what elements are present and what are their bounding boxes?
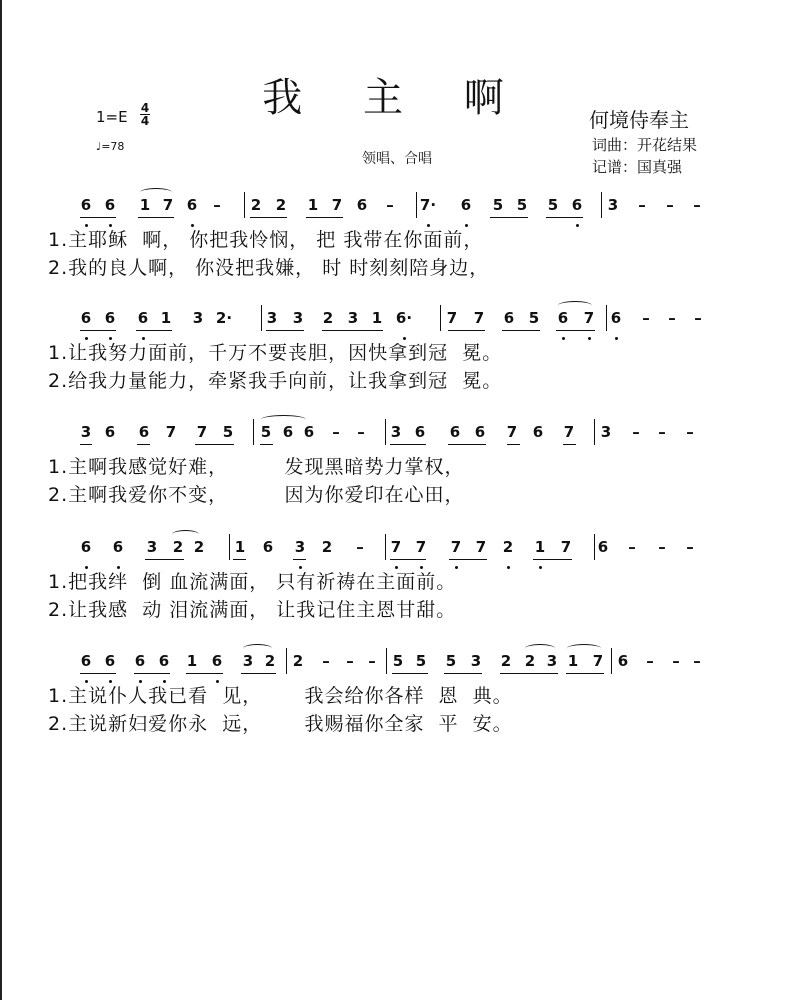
duration-underline — [134, 673, 170, 674]
note: 6 — [282, 423, 294, 441]
note: 7 — [592, 652, 604, 670]
note: 5 — [392, 652, 404, 670]
sustain-dash: – — [666, 196, 674, 214]
note: 6 — [610, 309, 622, 327]
duration-underline — [507, 444, 520, 445]
duration-underline — [533, 559, 572, 560]
note: 7 — [165, 423, 177, 441]
note: 6 — [138, 423, 150, 441]
note: 3 — [347, 309, 359, 327]
note: 7 — [196, 423, 208, 441]
duration-underline — [195, 444, 234, 445]
page-left-border — [0, 0, 2, 1000]
barline — [594, 419, 595, 445]
duration-underline — [145, 559, 184, 560]
barline — [594, 534, 595, 560]
note: 2 — [524, 652, 536, 670]
note: 6 — [262, 538, 274, 556]
barline — [261, 305, 262, 331]
note: 3 — [600, 423, 612, 441]
arranger-credit: 记谱：国真强 — [592, 158, 683, 176]
sustain-dash: – — [686, 538, 694, 556]
note: 1 — [307, 196, 319, 214]
lyric-verse-1: 1.主啊我感觉好难， 发现黑暗势力掌权， — [48, 456, 465, 478]
sustain-dash: – — [213, 196, 221, 214]
time-signature — [140, 102, 150, 127]
note: 5 — [547, 196, 559, 214]
note: 7 — [563, 423, 575, 441]
sustain-dash: – — [642, 309, 650, 327]
duration-underline — [293, 559, 306, 560]
duration-underline — [448, 330, 485, 331]
barline — [601, 192, 602, 218]
vocal-parts: 领唱、合唱 — [362, 151, 432, 167]
note: 6 — [134, 652, 146, 670]
low-octave-dot — [615, 337, 618, 340]
note: 3 — [292, 309, 304, 327]
duration-underline — [444, 673, 482, 674]
sustain-dash: – — [686, 423, 694, 441]
note: 5 — [445, 652, 457, 670]
duration-underline — [241, 673, 276, 674]
note: 7 — [162, 196, 174, 214]
note: 3 — [80, 423, 92, 441]
tempo-marking: ♩=78 — [96, 140, 125, 153]
note: 3 — [192, 309, 204, 327]
note: 6 — [571, 196, 583, 214]
note: 7 — [415, 538, 427, 556]
note: 3 — [242, 652, 254, 670]
lyric-verse-1: 1.主说仆人我已看 见， 我会给你各样 恩 典。 — [48, 685, 513, 707]
note: 6· — [395, 309, 413, 327]
sustain-dash: – — [646, 652, 654, 670]
duration-underline — [390, 444, 426, 445]
note: 6 — [104, 652, 116, 670]
sustain-dash: – — [632, 423, 640, 441]
barline — [286, 648, 287, 674]
note: 6 — [137, 309, 149, 327]
duration-underline — [260, 444, 273, 445]
note: 6 — [356, 196, 368, 214]
lyric-verse-2: 2.主说新妇爱你永 远， 我赐福你全家 平 安。 — [48, 713, 513, 735]
time-signature-top: 4 — [140, 101, 150, 115]
note: 6 — [557, 309, 569, 327]
sustain-dash: – — [386, 196, 394, 214]
note: 6 — [186, 196, 198, 214]
sustain-dash: – — [357, 423, 365, 441]
duration-underline — [563, 444, 576, 445]
barline — [440, 305, 441, 331]
note: 2 — [193, 538, 205, 556]
note: 1 — [160, 309, 172, 327]
note: 2 — [250, 196, 262, 214]
sustain-dash: – — [668, 309, 676, 327]
sustain-dash: – — [628, 538, 636, 556]
note: 1 — [567, 652, 579, 670]
note: 1 — [186, 652, 198, 670]
barline — [253, 419, 254, 445]
note: 7· — [419, 196, 437, 214]
note: 5 — [528, 309, 540, 327]
lyric-verse-1: 1.主耶稣 啊， 你把我怜悯， 把 我带在你面前， — [48, 229, 484, 251]
note: 7 — [331, 196, 343, 214]
note: 7 — [583, 309, 595, 327]
tie-slur — [243, 644, 272, 653]
barline — [386, 648, 387, 674]
note: 6 — [80, 196, 92, 214]
duration-underline — [80, 330, 116, 331]
note: 3 — [607, 196, 619, 214]
note: 6 — [532, 423, 544, 441]
duration-underline — [80, 673, 116, 674]
notation-row — [0, 188, 788, 228]
notation-row — [0, 415, 788, 455]
low-octave-dot — [507, 566, 510, 569]
key-signature: 1=E — [96, 108, 128, 126]
note: 7 — [446, 309, 458, 327]
note: 6 — [104, 196, 116, 214]
sustain-dash: – — [694, 309, 702, 327]
note: 6 — [474, 423, 486, 441]
note: 1 — [534, 538, 546, 556]
note: 6 — [597, 538, 609, 556]
sustain-dash: – — [693, 196, 701, 214]
note: 1 — [139, 196, 151, 214]
barline — [611, 648, 612, 674]
note: 2 — [264, 652, 276, 670]
duration-underline — [80, 444, 92, 445]
tie-slur — [140, 188, 172, 197]
duration-underline — [502, 330, 540, 331]
barline — [416, 192, 417, 218]
lyric-verse-2: 2.主啊我爱你不变， 因为你爱印在心田， — [48, 484, 465, 506]
duration-underline — [566, 673, 604, 674]
barline — [229, 534, 230, 560]
barline — [385, 419, 386, 445]
lyric-verse-2: 2.给我力量能力，牵紧我手向前，让我拿到冠 冕。 — [48, 370, 503, 392]
sustain-dash: – — [638, 196, 646, 214]
low-octave-dot — [539, 566, 542, 569]
note: 6 — [617, 652, 629, 670]
duration-underline — [546, 217, 583, 218]
duration-underline — [448, 444, 486, 445]
note: 7 — [450, 538, 462, 556]
sustain-dash: – — [693, 652, 701, 670]
note: 6 — [104, 423, 116, 441]
duration-underline — [322, 330, 383, 331]
note: 6 — [80, 652, 92, 670]
tie-slur — [172, 530, 199, 539]
note: 7 — [390, 538, 402, 556]
note: 6 — [460, 196, 472, 214]
duration-underline — [136, 330, 172, 331]
sustain-dash: – — [672, 652, 680, 670]
lyric-verse-2: 2.我的良人啊， 你没把我嫌， 时 时刻刻陪身边， — [48, 257, 490, 279]
note: 6 — [211, 652, 223, 670]
note: 6 — [80, 309, 92, 327]
low-octave-dot — [588, 337, 591, 340]
note: 6 — [104, 309, 116, 327]
duration-underline — [80, 217, 116, 218]
sustain-dash: – — [658, 423, 666, 441]
duration-underline — [306, 217, 343, 218]
sustain-dash: – — [332, 423, 340, 441]
note: 6 — [414, 423, 426, 441]
sustain-dash: – — [356, 538, 364, 556]
note: 5 — [260, 423, 272, 441]
sustain-dash: – — [368, 652, 376, 670]
lyric-verse-2: 2.让我感 动 泪流满面， 让我记住主恩甘甜。 — [48, 599, 457, 621]
duration-underline — [449, 559, 487, 560]
note: 2· — [215, 309, 233, 327]
note: 3 — [146, 538, 158, 556]
tie-slur — [261, 415, 306, 424]
note: 1 — [371, 309, 383, 327]
tie-slur — [567, 644, 601, 653]
duration-underline — [250, 217, 287, 218]
note: 7 — [473, 309, 485, 327]
barline — [606, 305, 607, 331]
note: 2 — [275, 196, 287, 214]
duration-underline — [556, 330, 595, 331]
notation-row — [0, 644, 788, 684]
duration-underline — [490, 217, 528, 218]
duration-underline — [137, 444, 150, 445]
tie-slur — [525, 644, 555, 653]
sustain-dash: – — [658, 538, 666, 556]
dedication: 何境侍奉主 — [589, 108, 689, 132]
sustain-dash: – — [346, 652, 354, 670]
note: 5 — [222, 423, 234, 441]
song-title: 我 主 啊 — [262, 75, 528, 121]
tie-slur — [558, 301, 592, 310]
note: 6 — [158, 652, 170, 670]
time-signature-bottom: 4 — [140, 114, 150, 128]
duration-underline — [233, 559, 246, 560]
composer-credit: 词曲：开花结果 — [592, 136, 698, 154]
note: 7 — [475, 538, 487, 556]
low-octave-dot — [576, 224, 579, 227]
note: 2 — [172, 538, 184, 556]
lyric-verse-1: 1.把我绊 倒 血流满面， 只有祈祷在主面前。 — [48, 571, 457, 593]
duration-underline — [186, 673, 223, 674]
note: 6 — [80, 538, 92, 556]
lyric-verse-1: 1.让我努力面前，千万不要丧胆，因快拿到冠 冕。 — [48, 342, 503, 364]
duration-underline — [392, 673, 428, 674]
duration-underline — [390, 559, 426, 560]
low-octave-dot — [562, 337, 565, 340]
note: 1 — [234, 538, 246, 556]
note: 6 — [112, 538, 124, 556]
note: 5 — [516, 196, 528, 214]
note: 3 — [546, 652, 558, 670]
duration-underline — [500, 673, 558, 674]
note: 3 — [294, 538, 306, 556]
note: 3 — [390, 423, 402, 441]
note: 3 — [470, 652, 482, 670]
note: 2 — [292, 652, 304, 670]
note: 6 — [449, 423, 461, 441]
note: 2 — [321, 538, 333, 556]
note: 2 — [322, 309, 334, 327]
note: 6 — [503, 309, 515, 327]
sustain-dash: – — [322, 652, 330, 670]
barline — [244, 192, 245, 218]
note: 2 — [502, 538, 514, 556]
note: 7 — [560, 538, 572, 556]
note: 2 — [500, 652, 512, 670]
duration-underline — [138, 217, 174, 218]
note: 7 — [506, 423, 518, 441]
note: 5 — [492, 196, 504, 214]
note: 3 — [266, 309, 278, 327]
note: 6 — [303, 423, 315, 441]
notation-row — [0, 301, 788, 341]
note: 5 — [415, 652, 427, 670]
barline — [385, 534, 386, 560]
duration-underline — [266, 330, 304, 331]
notation-row — [0, 530, 788, 570]
